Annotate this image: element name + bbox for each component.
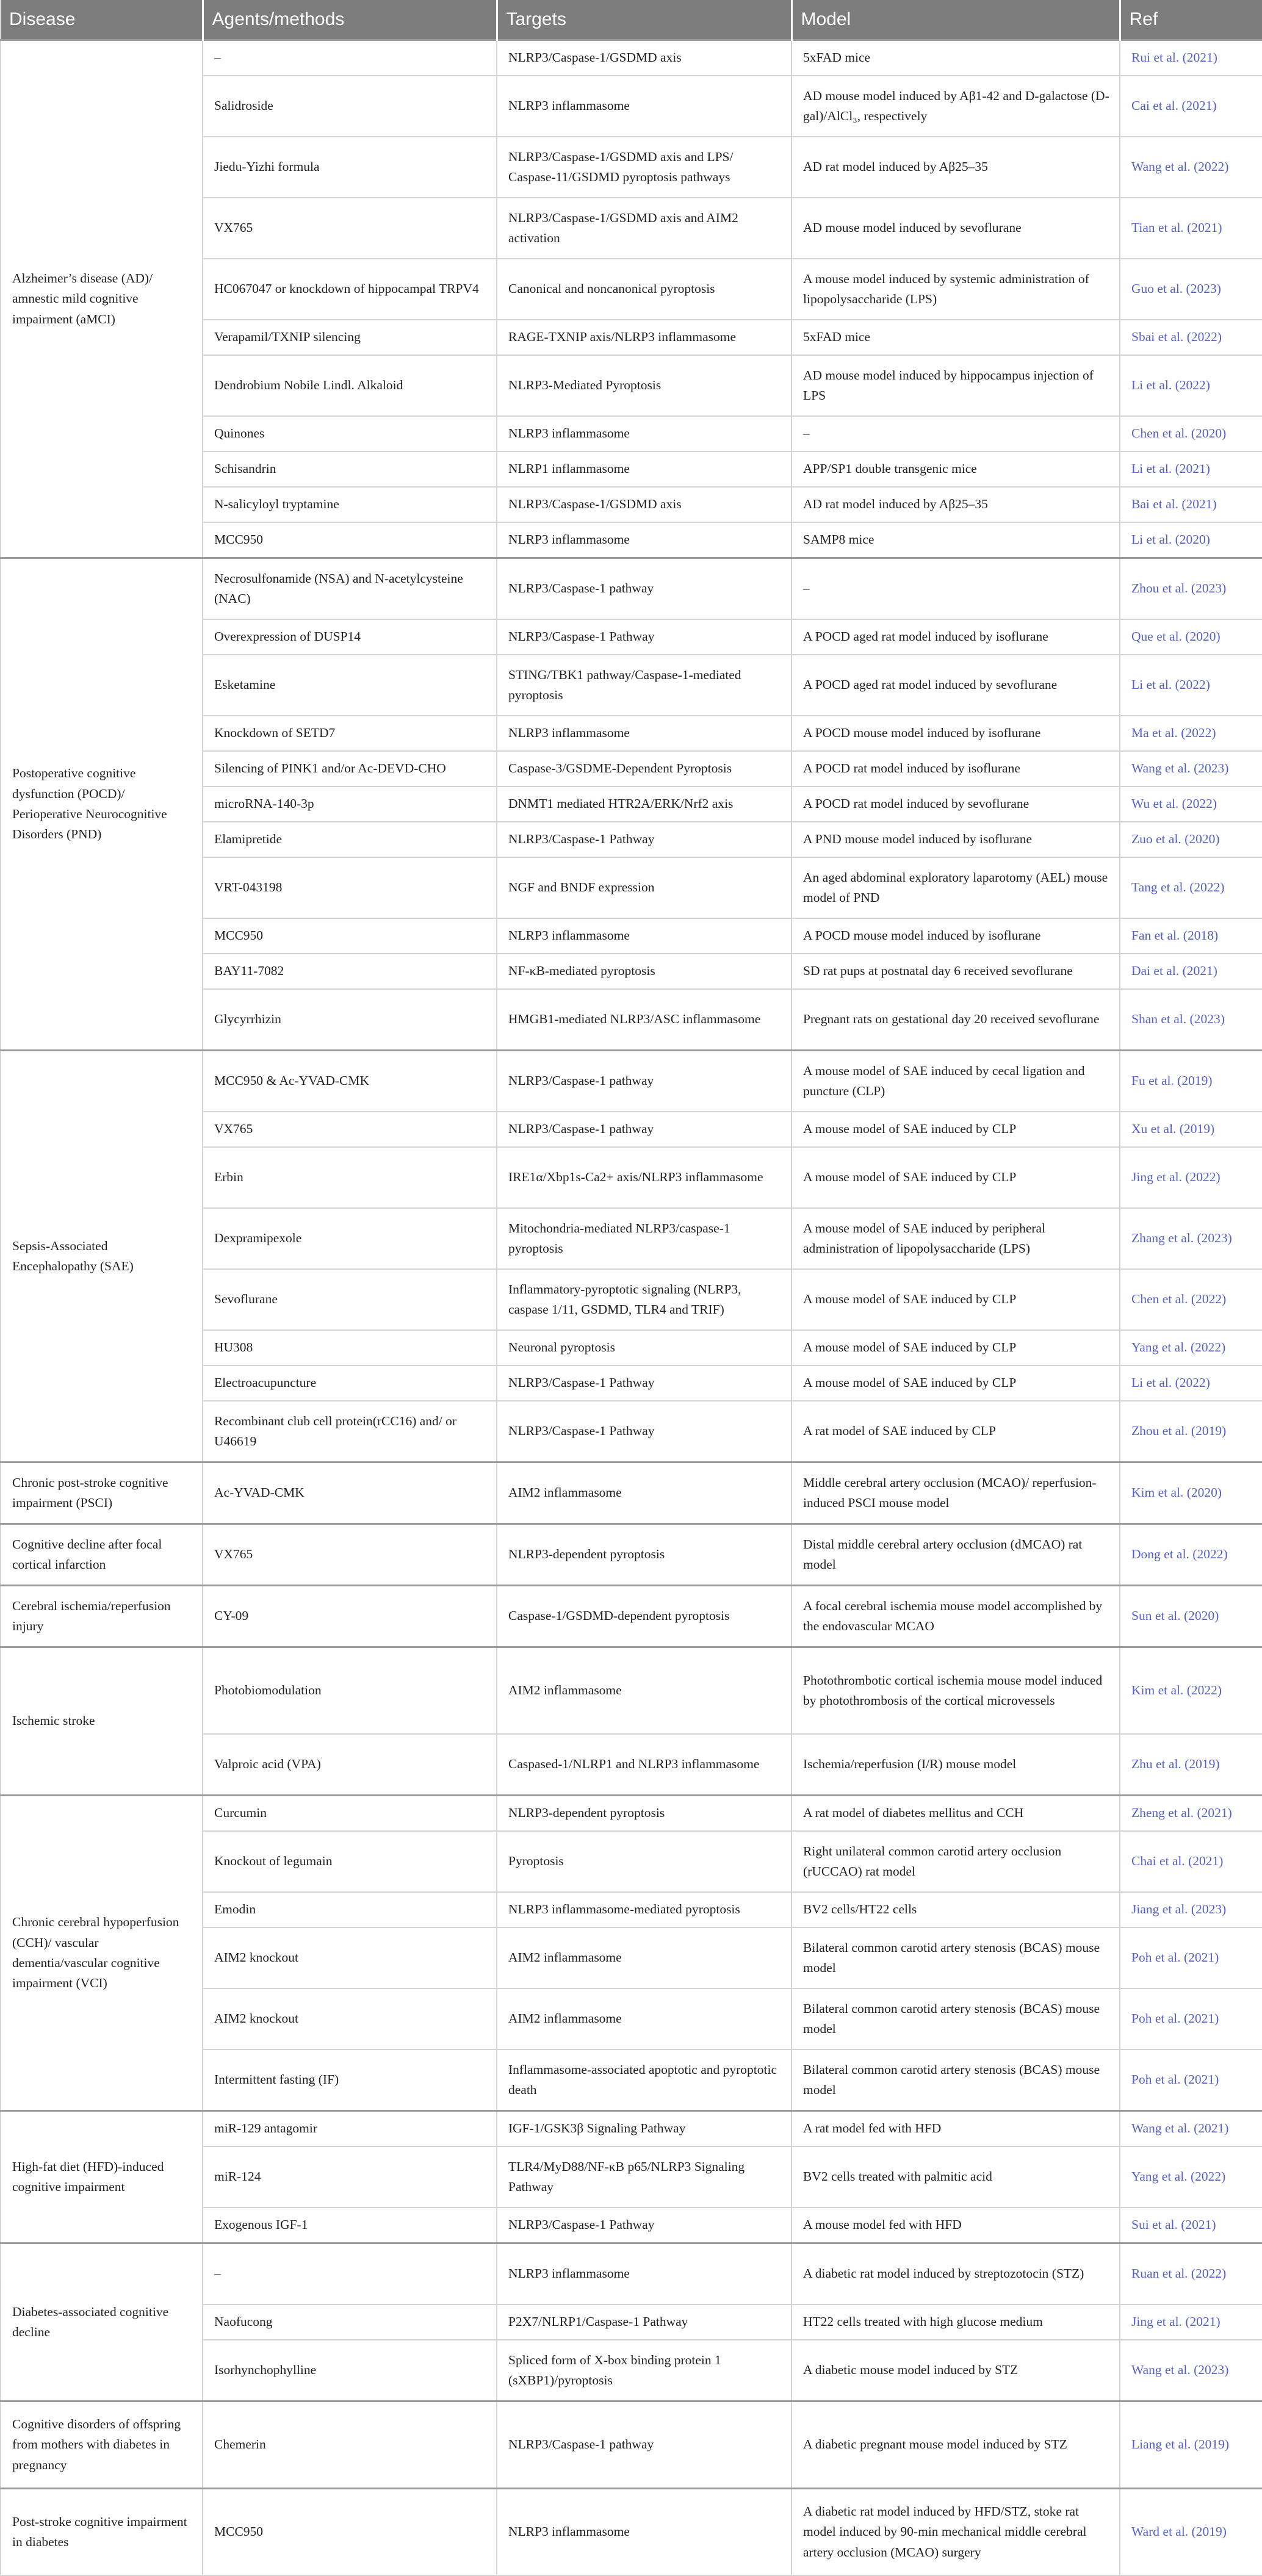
disease-cell: Cerebral ischemia/reperfusion injury [1, 1586, 203, 1647]
agent-cell: Erbin [203, 1147, 497, 1208]
model-cell: BV2 cells treated with palmitic acid [791, 2146, 1120, 2207]
agent-cell: Exogenous IGF-1 [203, 2207, 497, 2243]
agent-cell: MCC950 [203, 2489, 497, 2576]
target-cell: NLRP3 inflammasome [497, 716, 791, 751]
agent-cell: Elamipretide [203, 822, 497, 857]
ref-link[interactable]: Fu et al. (2019) [1120, 1051, 1262, 1112]
target-cell: DNMT1 mediated HTR2A/ERK/Nrf2 axis [497, 786, 791, 822]
disease-cell: Chronic cerebral hypoperfusion (CCH)/ vascular dementia/vascular cognitive impairment (VCI) [1, 1796, 203, 2111]
agent-cell: VX765 [203, 198, 497, 259]
model-cell: A rat model fed with HFD [791, 2111, 1120, 2147]
table-row [1, 558, 1262, 620]
model-cell: AD mouse model induced by sevoflurane [791, 198, 1120, 259]
ref-link[interactable]: Cai et al. (2021) [1120, 76, 1262, 137]
model-cell: A mouse model of SAE induced by CLP [791, 1365, 1120, 1401]
target-cell: NLRP3/Caspase-1 pathway [497, 1051, 791, 1112]
ref-link[interactable]: Zheng et al. (2021) [1120, 1796, 1262, 1832]
target-cell: NLRP3/Caspase-1 Pathway [497, 619, 791, 655]
agent-cell: Emodin [203, 1892, 497, 1927]
ref-link[interactable]: Zhou et al. (2023) [1120, 558, 1262, 620]
agent-cell: Ac-YVAD-CMK [203, 1462, 497, 1524]
agent-cell: Electroacupuncture [203, 1365, 497, 1401]
target-cell: NLRP3 inflammasome [497, 416, 791, 452]
target-cell: RAGE-TXNIP axis/NLRP3 inflammasome [497, 320, 791, 355]
ref-link[interactable]: Tang et al. (2022) [1120, 857, 1262, 918]
agent-cell: Schisandrin [203, 452, 497, 487]
agent-cell: Verapamil/TXNIP silencing [203, 320, 497, 355]
ref-link[interactable]: Dong et al. (2022) [1120, 1524, 1262, 1586]
target-cell: NLRP3/Caspase-1 Pathway [497, 2207, 791, 2243]
model-cell: 5xFAD mice [791, 320, 1120, 355]
target-cell: Caspase-1/GSDMD-dependent pyroptosis [497, 1586, 791, 1647]
model-cell: A POCD mouse model induced by isoflurane [791, 918, 1120, 954]
model-cell: HT22 cells treated with high glucose medium [791, 2304, 1120, 2340]
target-cell: NLRP3 inflammasome [497, 522, 791, 558]
ref-link[interactable]: Sbai et al. (2022) [1120, 320, 1262, 355]
table-row [1, 2111, 1262, 2147]
agent-cell: VX765 [203, 1524, 497, 1586]
ref-link[interactable]: Li et al. (2022) [1120, 655, 1262, 716]
ref-link[interactable]: Poh et al. (2021) [1120, 1927, 1262, 1988]
ref-link[interactable]: Zhou et al. (2019) [1120, 1401, 1262, 1462]
agent-cell: AIM2 knockout [203, 1927, 497, 1988]
header-disease: Disease [1, 0, 203, 40]
target-cell: AIM2 inflammasome [497, 1927, 791, 1988]
model-cell: A POCD aged rat model induced by isoflurane [791, 619, 1120, 655]
ref-link[interactable]: Bai et al. (2021) [1120, 487, 1262, 522]
model-cell: Middle cerebral artery occlusion (MCAO)/ reperfusion-induced PSCI mouse model [791, 1462, 1120, 1524]
target-cell: NLRP3-Mediated Pyroptosis [497, 355, 791, 416]
model-cell: A mouse model of SAE induced by CLP [791, 1112, 1120, 1147]
target-cell: NLRP3 inflammasome [497, 918, 791, 954]
agent-cell: microRNA-140-3p [203, 786, 497, 822]
target-cell: NLRP3/Caspase-1/GSDMD axis [497, 487, 791, 522]
agent-cell: Dexpramipexole [203, 1208, 497, 1269]
ref-link[interactable]: Que et al. (2020) [1120, 619, 1262, 655]
target-cell: NLRP3/Caspase-1 Pathway [497, 1365, 791, 1401]
target-cell: HMGB1-mediated NLRP3/ASC inflammasome [497, 989, 791, 1051]
ref-link[interactable]: Poh et al. (2021) [1120, 1988, 1262, 2049]
ref-link[interactable]: Zhang et al. (2023) [1120, 1208, 1262, 1269]
disease-cell: Sepsis-Associated Encephalopathy (SAE) [1, 1051, 203, 1462]
ref-link[interactable]: Kim et al. (2020) [1120, 1462, 1262, 1524]
header-model: Model [791, 0, 1120, 40]
target-cell: Pyroptosis [497, 1831, 791, 1892]
ref-link[interactable]: Wang et al. (2022) [1120, 137, 1262, 198]
agent-cell: – [203, 40, 497, 76]
table-row [1, 40, 1262, 76]
target-cell: NLRP3/Caspase-1/GSDMD axis [497, 40, 791, 76]
agent-cell: VX765 [203, 1112, 497, 1147]
agent-cell: miR-129 antagomir [203, 2111, 497, 2147]
target-cell: NLRP3-dependent pyroptosis [497, 1796, 791, 1832]
table-row [1, 1586, 1262, 1647]
model-cell: Bilateral common carotid artery stenosis (BCAS) mouse model [791, 1927, 1120, 1988]
model-cell: AD mouse model induced by Aβ1-42 and D-galactose (D-gal)/AlCl₃, respectively [791, 76, 1120, 137]
target-cell: NLRP3/Caspase-1 Pathway [497, 1401, 791, 1462]
agent-cell: Recombinant club cell protein(rCC16) and/ or U46619 [203, 1401, 497, 1462]
model-cell: A mouse model of SAE induced by CLP [791, 1330, 1120, 1365]
target-cell: NLRP3/Caspase-1 pathway [497, 1112, 791, 1147]
ref-link[interactable]: Jiang et al. (2023) [1120, 1892, 1262, 1927]
target-cell: Inflammasome-associated apoptotic and pyroptotic death [497, 2049, 791, 2111]
ref-link[interactable]: Chen et al. (2020) [1120, 416, 1262, 452]
model-cell: A mouse model of SAE induced by cecal ligation and puncture (CLP) [791, 1051, 1120, 1112]
ref-link[interactable]: Poh et al. (2021) [1120, 2049, 1262, 2111]
agent-cell: Knockout of legumain [203, 1831, 497, 1892]
table-row [1, 2243, 1262, 2305]
disease-cell: Cognitive disorders of offspring from mothers with diabetes in pregnancy [1, 2402, 203, 2489]
ref-link[interactable]: Xu et al. (2019) [1120, 1112, 1262, 1147]
ref-link[interactable]: Ruan et al. (2022) [1120, 2243, 1262, 2305]
model-cell: Distal middle cerebral artery occlusion (dMCAO) rat model [791, 1524, 1120, 1586]
agent-cell: MCC950 [203, 522, 497, 558]
target-cell: IRE1α/Xbp1s-Ca2+ axis/NLRP3 inflammasome [497, 1147, 791, 1208]
target-cell: STING/TBK1 pathway/Caspase-1-mediated pyroptosis [497, 655, 791, 716]
agent-cell: Necrosulfonamide (NSA) and N-acetylcysteine (NAC) [203, 558, 497, 620]
target-cell: AIM2 inflammasome [497, 1647, 791, 1735]
disease-cell: Diabetes-associated cognitive decline [1, 2243, 203, 2402]
ref-link[interactable]: Wang et al. (2023) [1120, 2340, 1262, 2402]
ref-link[interactable]: Kim et al. (2022) [1120, 1647, 1262, 1735]
model-cell: AD rat model induced by Aβ25–35 [791, 487, 1120, 522]
model-cell: BV2 cells/HT22 cells [791, 1892, 1120, 1927]
target-cell: NLRP3 inflammasome [497, 2243, 791, 2305]
ref-link[interactable]: Li et al. (2022) [1120, 355, 1262, 416]
model-cell: AD rat model induced by Aβ25–35 [791, 137, 1120, 198]
disease-cell: Ischemic stroke [1, 1647, 203, 1796]
ref-link[interactable]: Fan et al. (2018) [1120, 918, 1262, 954]
agent-cell: AIM2 knockout [203, 1988, 497, 2049]
model-cell: Photothrombotic cortical ischemia mouse model induced by photothrombosis of the cortical microvessels [791, 1647, 1120, 1735]
ref-link[interactable]: Liang et al. (2019) [1120, 2402, 1262, 2489]
agent-cell: CY-09 [203, 1586, 497, 1647]
model-cell: A POCD aged rat model induced by sevoflurane [791, 655, 1120, 716]
target-cell: Caspase-3/GSDME-Dependent Pyroptosis [497, 751, 791, 786]
agent-cell: Chemerin [203, 2402, 497, 2489]
agent-cell: Overexpression of DUSP14 [203, 619, 497, 655]
table-row [1, 2489, 1262, 2576]
ref-link[interactable]: Shan et al. (2023) [1120, 989, 1262, 1051]
target-cell: NLRP1 inflammasome [497, 452, 791, 487]
target-cell: NLRP3/Caspase-1 pathway [497, 558, 791, 620]
agent-cell: VRT-043198 [203, 857, 497, 918]
ref-link[interactable]: Ward et al. (2019) [1120, 2489, 1262, 2576]
ref-link[interactable]: Li et al. (2020) [1120, 522, 1262, 558]
ref-link[interactable]: Sui et al. (2021) [1120, 2207, 1262, 2243]
model-cell: – [791, 416, 1120, 452]
ref-link[interactable]: Chen et al. (2022) [1120, 1269, 1262, 1330]
model-cell: Pregnant rats on gestational day 20 received sevoflurane [791, 989, 1120, 1051]
model-cell: A POCD mouse model induced by isoflurane [791, 716, 1120, 751]
disease-cell: High-fat diet (HFD)-induced cognitive impairment [1, 2111, 203, 2243]
target-cell: Caspased-1/NLRP1 and NLRP3 inflammasome [497, 1734, 791, 1796]
ref-link[interactable]: Rui et al. (2021) [1120, 40, 1262, 76]
agent-cell: MCC950 & Ac-YVAD-CMK [203, 1051, 497, 1112]
ref-link[interactable]: Chai et al. (2021) [1120, 1831, 1262, 1892]
disease-cell: Chronic post-stroke cognitive impairment (PSCI) [1, 1462, 203, 1524]
model-cell: A mouse model of SAE induced by peripheral administration of lipopolysaccharide (LPS) [791, 1208, 1120, 1269]
model-cell: A PND mouse model induced by isoflurane [791, 822, 1120, 857]
ref-link[interactable]: Sun et al. (2020) [1120, 1586, 1262, 1647]
agent-cell: BAY11-7082 [203, 954, 497, 989]
disease-cell: Postoperative cognitive dysfunction (POCD)/ Perioperative Neurocognitive Disorders (PND) [1, 558, 203, 1051]
target-cell: IGF-1/GSK3β Signaling Pathway [497, 2111, 791, 2147]
agent-cell: Dendrobium Nobile Lindl. Alkaloid [203, 355, 497, 416]
target-cell: Spliced form of X-box binding protein 1 (sXBP1)/pyroptosis [497, 2340, 791, 2402]
ref-link[interactable]: Yang et al. (2022) [1120, 2146, 1262, 2207]
agent-cell: – [203, 2243, 497, 2305]
agent-cell: Intermittent fasting (IF) [203, 2049, 497, 2111]
target-cell: AIM2 inflammasome [497, 1988, 791, 2049]
agent-cell: Valproic acid (VPA) [203, 1734, 497, 1796]
model-cell: A mouse model fed with HFD [791, 2207, 1120, 2243]
table-row [1, 1647, 1262, 1735]
agent-cell: Quinones [203, 416, 497, 452]
agent-cell: N-salicyloyl tryptamine [203, 487, 497, 522]
model-cell: – [791, 558, 1120, 620]
model-cell: A diabetic rat model induced by streptozotocin (STZ) [791, 2243, 1120, 2305]
model-cell: A focal cerebral ischemia mouse model accomplished by the endovascular MCAO [791, 1586, 1120, 1647]
model-cell: A mouse model induced by systemic administration of lipopolysaccharide (LPS) [791, 259, 1120, 320]
target-cell: NLRP3/Caspase-1/GSDMD axis and LPS/ Caspase-11/GSDMD pyroptosis pathways [497, 137, 791, 198]
ref-link[interactable]: Jing et al. (2022) [1120, 1147, 1262, 1208]
model-cell: A diabetic rat model induced by HFD/STZ, stoke rat model induced by 90-min mechanical middle cerebral artery occlusion (MCAO) surgery [791, 2489, 1120, 2576]
target-cell: NGF and BNDF expression [497, 857, 791, 918]
agent-cell: Photobiomodulation [203, 1647, 497, 1735]
table-row [1, 1051, 1262, 1112]
model-cell: A POCD rat model induced by sevoflurane [791, 786, 1120, 822]
agent-cell: Glycyrrhizin [203, 989, 497, 1051]
target-cell: NF-κB-mediated pyroptosis [497, 954, 791, 989]
model-cell: SAMP8 mice [791, 522, 1120, 558]
target-cell: Neuronal pyroptosis [497, 1330, 791, 1365]
agent-cell: HU308 [203, 1330, 497, 1365]
agent-cell: Esketamine [203, 655, 497, 716]
target-cell: Canonical and noncanonical pyroptosis [497, 259, 791, 320]
target-cell: NLRP3 inflammasome [497, 76, 791, 137]
model-cell: Ischemia/reperfusion (I/R) mouse model [791, 1734, 1120, 1796]
ref-link[interactable]: Li et al. (2022) [1120, 1365, 1262, 1401]
agent-cell: Naofucong [203, 2304, 497, 2340]
target-cell: Mitochondria-mediated NLRP3/caspase-1 pyroptosis [497, 1208, 791, 1269]
model-cell: Right unilateral common carotid artery occlusion (rUCCAO) rat model [791, 1831, 1120, 1892]
agent-cell: MCC950 [203, 918, 497, 954]
target-cell: NLRP3 inflammasome-mediated pyroptosis [497, 1892, 791, 1927]
target-cell: P2X7/NLRP1/Caspase-1 Pathway [497, 2304, 791, 2340]
target-cell: NLRP3/Caspase-1 pathway [497, 2402, 791, 2489]
agent-cell: Salidroside [203, 76, 497, 137]
agent-cell: miR-124 [203, 2146, 497, 2207]
model-cell: A mouse model of SAE induced by CLP [791, 1147, 1120, 1208]
model-cell: SD rat pups at postnatal day 6 received sevoflurane [791, 954, 1120, 989]
header-targets: Targets [497, 0, 791, 40]
agent-cell: Knockdown of SETD7 [203, 716, 497, 751]
table-body [1, 40, 1262, 2576]
ref-link[interactable]: Tian et al. (2021) [1120, 198, 1262, 259]
agent-cell: HC067047 or knockdown of hippocampal TRPV4 [203, 259, 497, 320]
table-row [1, 2402, 1262, 2489]
ref-link[interactable]: Zuo et al. (2020) [1120, 822, 1262, 857]
ref-link[interactable]: Yang et al. (2022) [1120, 1330, 1262, 1365]
ref-link[interactable]: Wang et al. (2021) [1120, 2111, 1262, 2147]
disease-cell: Post-stroke cognitive impairment in diabetes [1, 2489, 203, 2576]
agent-cell: Isorhynchophylline [203, 2340, 497, 2402]
ref-link[interactable]: Jing et al. (2021) [1120, 2304, 1262, 2340]
model-cell: 5xFAD mice [791, 40, 1120, 76]
table-row [1, 1796, 1262, 1832]
model-cell: A POCD rat model induced by isoflurane [791, 751, 1120, 786]
ref-link[interactable]: Ma et al. (2022) [1120, 716, 1262, 751]
ref-link[interactable]: Guo et al. (2023) [1120, 259, 1262, 320]
target-cell: NLRP3/Caspase-1 Pathway [497, 822, 791, 857]
model-cell: An aged abdominal exploratory laparotomy (AEL) mouse model of PND [791, 857, 1120, 918]
agent-cell: Silencing of PINK1 and/or Ac-DEVD-CHO [203, 751, 497, 786]
table-row [1, 1462, 1262, 1524]
ref-link[interactable]: Wu et al. (2022) [1120, 786, 1262, 822]
agent-cell: Curcumin [203, 1796, 497, 1832]
model-cell: A diabetic pregnant mouse model induced by STZ [791, 2402, 1120, 2489]
agent-cell: Jiedu-Yizhi formula [203, 137, 497, 198]
disease-cell: Alzheimer’s disease (AD)/ amnestic mild cognitive impairment (aMCI) [1, 40, 203, 558]
agent-cell: Sevoflurane [203, 1269, 497, 1330]
model-cell: A rat model of SAE induced by CLP [791, 1401, 1120, 1462]
target-cell: AIM2 inflammasome [497, 1462, 791, 1524]
model-cell: A rat model of diabetes mellitus and CCH [791, 1796, 1120, 1832]
header-agents-methods: Agents/methods [203, 0, 497, 40]
ref-link[interactable]: Wang et al. (2023) [1120, 751, 1262, 786]
disease-cell: Cognitive decline after focal cortical infarction [1, 1524, 203, 1586]
model-cell: A diabetic mouse model induced by STZ [791, 2340, 1120, 2402]
target-cell: NLRP3/Caspase-1/GSDMD axis and AIM2 activation [497, 198, 791, 259]
model-cell: Bilateral common carotid artery stenosis (BCAS) mouse model [791, 2049, 1120, 2111]
model-cell: A mouse model of SAE induced by CLP [791, 1269, 1120, 1330]
target-cell: NLRP3 inflammasome [497, 2489, 791, 2576]
model-cell: APP/SP1 double transgenic mice [791, 452, 1120, 487]
header-ref: Ref [1120, 0, 1262, 40]
ref-link[interactable]: Dai et al. (2021) [1120, 954, 1262, 989]
model-cell: AD mouse model induced by hippocampus injection of LPS [791, 355, 1120, 416]
target-cell: Inflammatory-pyroptotic signaling (NLRP3, caspase 1/11, GSDMD, TLR4 and TRIF) [497, 1269, 791, 1330]
header-row [1, 0, 1262, 40]
table-row [1, 1524, 1262, 1586]
model-cell: Bilateral common carotid artery stenosis (BCAS) mouse model [791, 1988, 1120, 2049]
ref-link[interactable]: Li et al. (2021) [1120, 452, 1262, 487]
target-cell: NLRP3-dependent pyroptosis [497, 1524, 791, 1586]
ref-link[interactable]: Zhu et al. (2019) [1120, 1734, 1262, 1796]
target-cell: TLR4/MyD88/NF-κB p65/NLRP3 Signaling Pathway [497, 2146, 791, 2207]
